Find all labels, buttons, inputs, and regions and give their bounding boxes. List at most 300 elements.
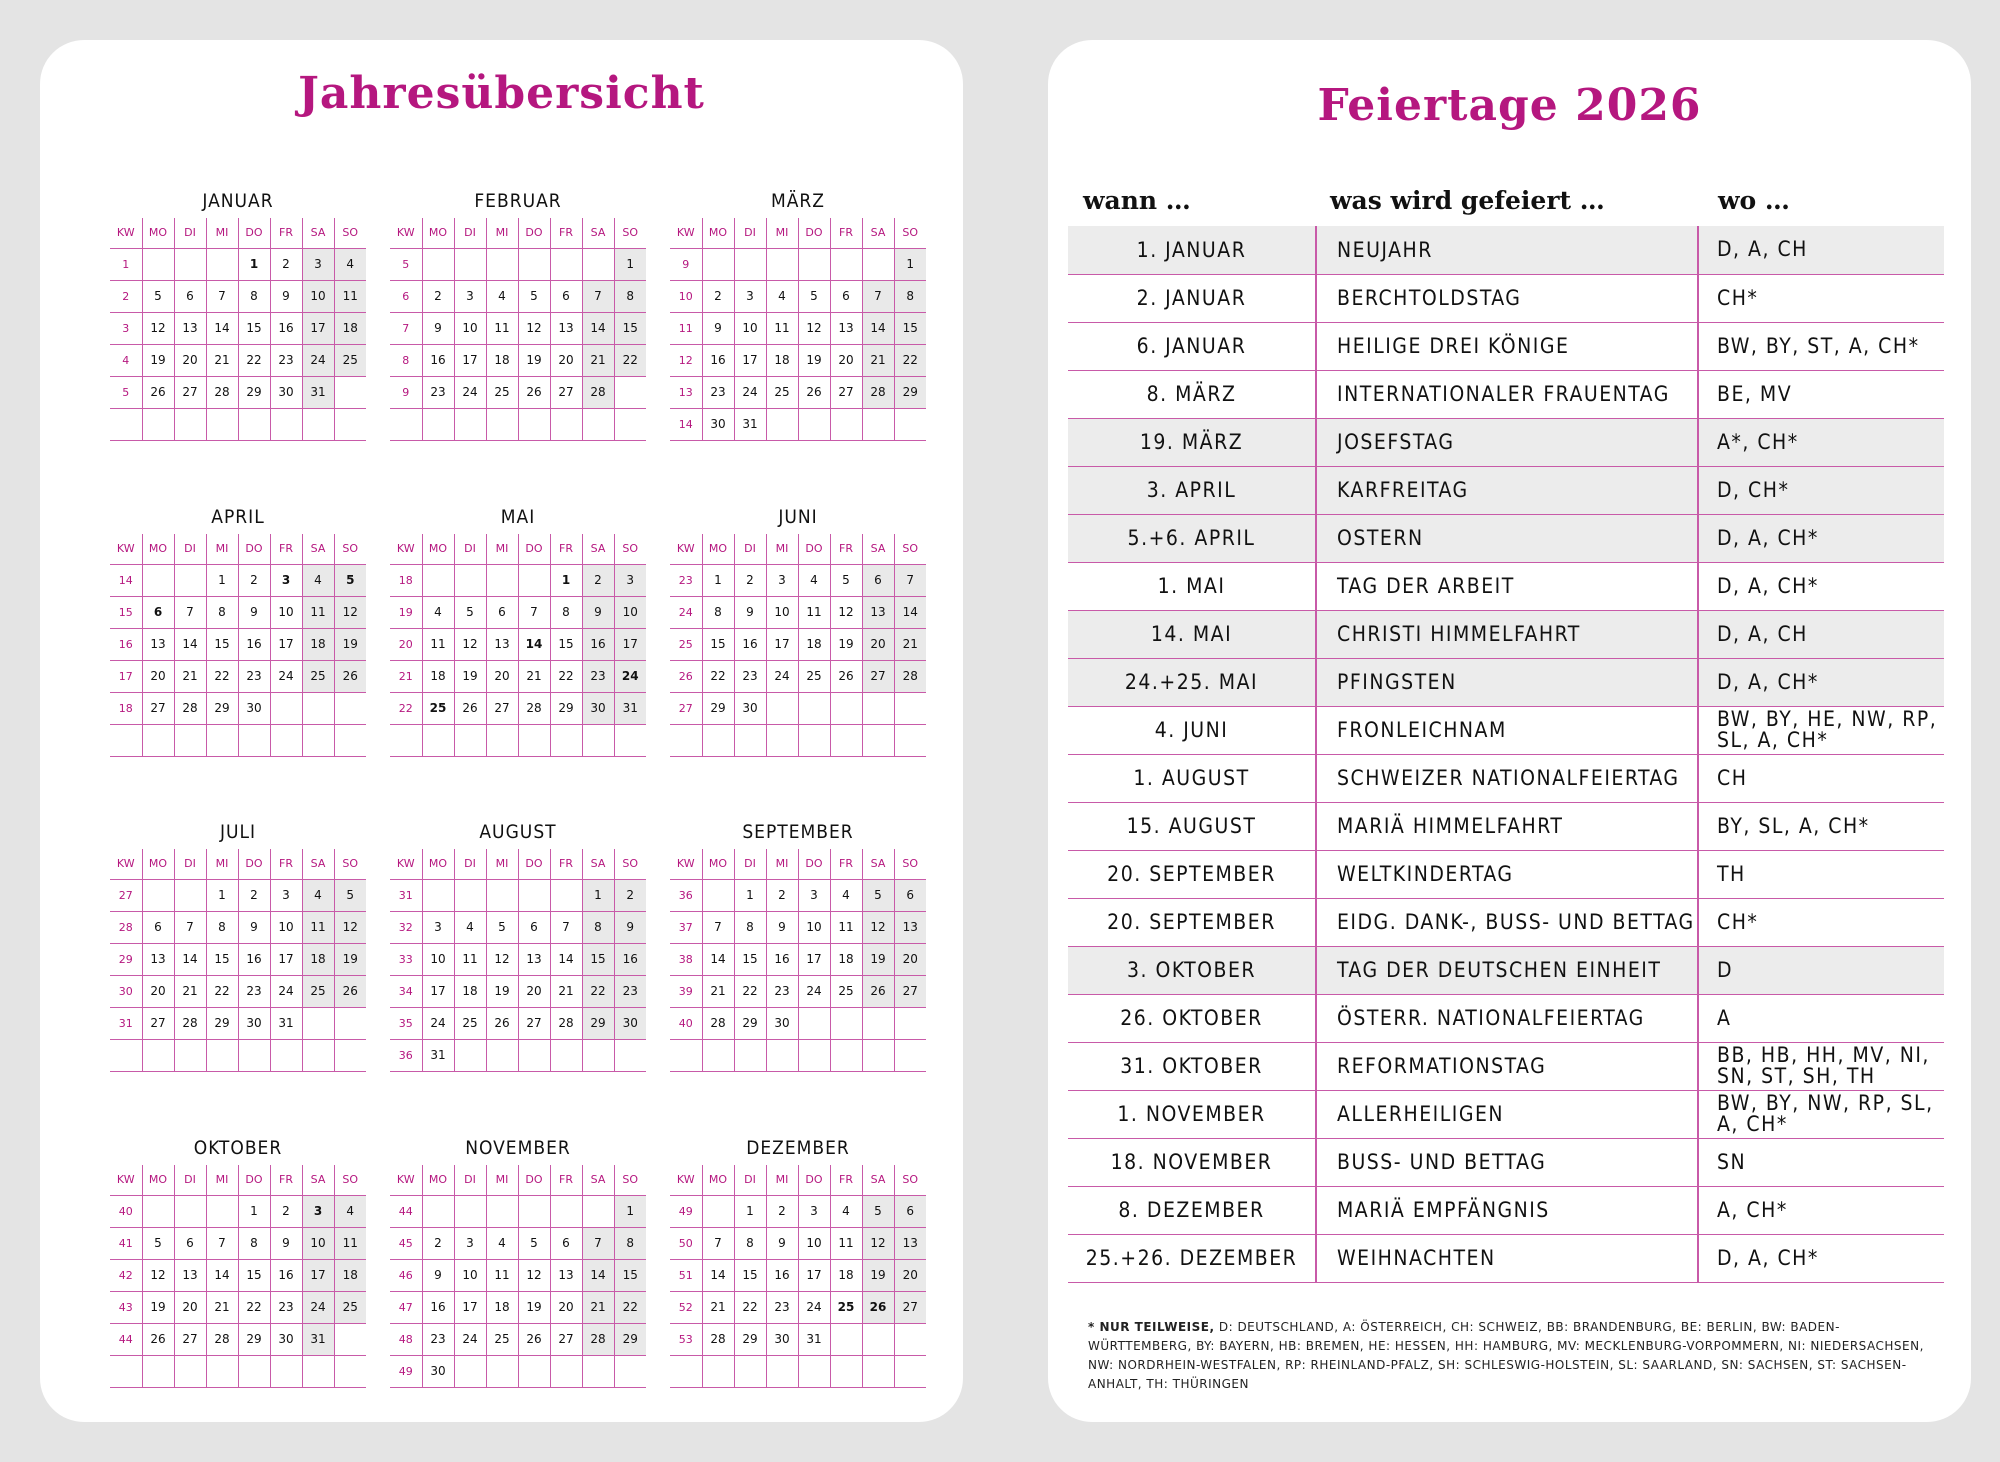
- holiday-row: [1068, 514, 1944, 562]
- day-cell: 15: [614, 312, 646, 344]
- day-cell: [454, 879, 486, 911]
- day-cell: 18: [422, 660, 454, 692]
- holiday-date: 31. OKTOBER: [1068, 1042, 1316, 1090]
- weekday-header: SO: [894, 218, 926, 248]
- week-number: 8: [390, 344, 422, 376]
- day-cell: 7: [174, 596, 206, 628]
- month-name: AUGUST: [479, 821, 557, 843]
- holiday-regions: D, A, CH*: [1698, 562, 1944, 610]
- year-overview-panel: [40, 40, 963, 1422]
- day-cell: 29: [206, 1007, 238, 1039]
- week-row: [670, 312, 926, 344]
- week-number: 43: [110, 1291, 142, 1323]
- day-cell: 13: [550, 1259, 582, 1291]
- weekday-header: SA: [302, 849, 334, 879]
- day-cell: [206, 248, 238, 280]
- week-row: [110, 344, 366, 376]
- weekday-header: SO: [334, 1165, 366, 1195]
- day-cell: 22: [238, 1291, 270, 1323]
- week-number: 40: [670, 1007, 702, 1039]
- week-row: [670, 1259, 926, 1291]
- day-cell: 23: [270, 1291, 302, 1323]
- day-cell: 24: [422, 1007, 454, 1039]
- day-cell: 12: [334, 596, 366, 628]
- week-number: 12: [670, 344, 702, 376]
- day-cell: [334, 724, 366, 756]
- day-cell: [334, 408, 366, 440]
- day-cell: 24: [454, 376, 486, 408]
- day-cell: 3: [766, 564, 798, 596]
- week-row: [390, 660, 646, 692]
- weekday-header: MO: [702, 849, 734, 879]
- day-cell: [302, 1355, 334, 1387]
- weekday-header: MI: [486, 849, 518, 879]
- month-table: [110, 534, 366, 757]
- week-number: 33: [390, 943, 422, 975]
- day-cell: [454, 1039, 486, 1071]
- day-cell: 3: [798, 879, 830, 911]
- day-cell: [206, 1355, 238, 1387]
- day-cell: [142, 564, 174, 596]
- weekday-header: SA: [302, 1165, 334, 1195]
- week-row: [390, 911, 646, 943]
- day-cell: 28: [206, 1323, 238, 1355]
- day-cell: 27: [894, 975, 926, 1007]
- day-cell: 2: [766, 879, 798, 911]
- day-cell: 4: [486, 280, 518, 312]
- holiday-row: [1068, 610, 1944, 658]
- day-cell: 31: [734, 408, 766, 440]
- month-name: JULI: [219, 821, 257, 843]
- day-cell: [550, 879, 582, 911]
- month-table: [110, 218, 366, 441]
- weekday-header: FR: [270, 849, 302, 879]
- day-cell: 29: [238, 1323, 270, 1355]
- day-cell: 4: [334, 1195, 366, 1227]
- weekday-header: SO: [334, 849, 366, 879]
- day-cell: 18: [830, 943, 862, 975]
- month-table: [390, 534, 646, 757]
- month-name: APRIL: [211, 506, 265, 528]
- week-row: [110, 1007, 366, 1039]
- holiday-regions: BB, HB, HH, MV, NI, SN, ST, SH, TH: [1698, 1042, 1944, 1090]
- day-cell: 1: [734, 1195, 766, 1227]
- day-cell: 11: [798, 596, 830, 628]
- weekday-header: DO: [518, 1165, 550, 1195]
- week-row: [670, 564, 926, 596]
- holiday-name: EIDG. DANK-, BUSS- UND BETTAG: [1316, 898, 1698, 946]
- day-cell: 27: [174, 376, 206, 408]
- weekday-header: SO: [614, 218, 646, 248]
- day-cell: 16: [702, 344, 734, 376]
- day-cell: 5: [862, 879, 894, 911]
- holiday-regions: BW, BY, HE, NW, RP, SL, A, CH*: [1698, 706, 1944, 754]
- day-cell: 14: [174, 943, 206, 975]
- day-cell: 13: [142, 943, 174, 975]
- week-row: [390, 1227, 646, 1259]
- holiday-regions: A*, CH*: [1698, 418, 1944, 466]
- weekday-header: MO: [422, 1165, 454, 1195]
- holiday-name: OSTERN: [1316, 514, 1698, 562]
- day-cell: 7: [702, 911, 734, 943]
- day-cell: 20: [174, 1291, 206, 1323]
- holidays-panel: [1048, 40, 1971, 1422]
- holiday-name: FRONLEICHNAM: [1316, 706, 1698, 754]
- week-number: 4: [110, 344, 142, 376]
- day-cell: 13: [518, 943, 550, 975]
- day-cell: 7: [702, 1227, 734, 1259]
- day-cell: [798, 1039, 830, 1071]
- holiday-regions: D, A, CH: [1698, 226, 1944, 274]
- day-cell: [862, 724, 894, 756]
- day-cell: [334, 1323, 366, 1355]
- day-cell: [702, 879, 734, 911]
- day-cell: 12: [830, 596, 862, 628]
- day-cell: 8: [206, 596, 238, 628]
- weekday-header: FR: [550, 849, 582, 879]
- day-cell: 4: [830, 879, 862, 911]
- week-number: [110, 1039, 142, 1071]
- when-header: wann …: [1083, 186, 1191, 215]
- weekday-header: SA: [862, 534, 894, 564]
- weekday-header: DI: [454, 534, 486, 564]
- day-cell: 9: [422, 312, 454, 344]
- day-cell: 25: [454, 1007, 486, 1039]
- day-cell: 19: [454, 660, 486, 692]
- day-cell: 25: [798, 660, 830, 692]
- day-cell: 21: [174, 660, 206, 692]
- day-cell: 9: [422, 1259, 454, 1291]
- day-cell: [238, 1039, 270, 1071]
- week-row: [670, 943, 926, 975]
- holiday-name: WEIHNACHTEN: [1316, 1234, 1698, 1282]
- day-cell: 26: [862, 975, 894, 1007]
- day-cell: 1: [238, 1195, 270, 1227]
- day-cell: 24: [766, 660, 798, 692]
- day-cell: [486, 724, 518, 756]
- holiday-row: [1068, 1186, 1944, 1234]
- day-cell: [798, 1355, 830, 1387]
- day-cell: 13: [174, 1259, 206, 1291]
- weekday-header: KW: [390, 218, 422, 248]
- day-cell: 3: [614, 564, 646, 596]
- day-cell: 20: [894, 943, 926, 975]
- day-cell: 17: [614, 628, 646, 660]
- day-cell: 11: [422, 628, 454, 660]
- day-cell: [798, 724, 830, 756]
- weekday-header: MO: [422, 218, 454, 248]
- week-number: 18: [110, 692, 142, 724]
- day-cell: 13: [862, 596, 894, 628]
- day-cell: 6: [830, 280, 862, 312]
- day-cell: 8: [550, 596, 582, 628]
- day-cell: 17: [766, 628, 798, 660]
- day-cell: 31: [302, 1323, 334, 1355]
- day-cell: 30: [422, 1355, 454, 1387]
- weekday-header: FR: [270, 534, 302, 564]
- weekday-header: SA: [862, 218, 894, 248]
- day-cell: [142, 1355, 174, 1387]
- day-cell: 7: [894, 564, 926, 596]
- day-cell: 12: [518, 1259, 550, 1291]
- day-cell: 13: [550, 312, 582, 344]
- week-row: [670, 1195, 926, 1227]
- day-cell: 30: [270, 376, 302, 408]
- day-cell: 18: [334, 1259, 366, 1291]
- day-cell: [798, 1007, 830, 1039]
- weekday-header: MO: [142, 534, 174, 564]
- day-cell: 21: [518, 660, 550, 692]
- week-row: [670, 879, 926, 911]
- day-cell: 16: [270, 312, 302, 344]
- day-cell: 13: [894, 911, 926, 943]
- week-number: 25: [670, 628, 702, 660]
- day-cell: 3: [454, 1227, 486, 1259]
- month-table: [670, 218, 926, 441]
- weekday-header: SO: [334, 218, 366, 248]
- day-cell: 13: [142, 628, 174, 660]
- day-cell: 8: [702, 596, 734, 628]
- day-cell: [766, 248, 798, 280]
- week-row: [390, 408, 646, 440]
- day-cell: [862, 1323, 894, 1355]
- day-cell: 4: [454, 911, 486, 943]
- day-cell: 30: [766, 1323, 798, 1355]
- week-number: 34: [390, 975, 422, 1007]
- day-cell: 11: [334, 1227, 366, 1259]
- day-cell: [174, 1039, 206, 1071]
- week-row: [110, 692, 366, 724]
- weekday-header: SO: [614, 849, 646, 879]
- day-cell: 1: [206, 879, 238, 911]
- holiday-row: [1068, 418, 1944, 466]
- weekday-header: DO: [518, 849, 550, 879]
- day-cell: 12: [798, 312, 830, 344]
- week-number: 46: [390, 1259, 422, 1291]
- weekday-header: KW: [670, 1165, 702, 1195]
- day-cell: 18: [302, 943, 334, 975]
- day-cell: 14: [550, 943, 582, 975]
- weekday-header: DI: [734, 849, 766, 879]
- weekday-header: MO: [142, 218, 174, 248]
- day-cell: 3: [422, 911, 454, 943]
- week-row: [110, 879, 366, 911]
- week-number: [110, 724, 142, 756]
- day-cell: 20: [142, 660, 174, 692]
- day-cell: [486, 1355, 518, 1387]
- day-cell: 30: [702, 408, 734, 440]
- week-number: 44: [110, 1323, 142, 1355]
- weekday-header: DI: [174, 849, 206, 879]
- day-cell: [894, 692, 926, 724]
- week-row: [670, 660, 926, 692]
- day-cell: 6: [174, 280, 206, 312]
- week-number: 42: [110, 1259, 142, 1291]
- day-cell: 12: [142, 312, 174, 344]
- day-cell: 1: [614, 248, 646, 280]
- day-cell: [734, 1039, 766, 1071]
- day-cell: 11: [486, 312, 518, 344]
- week-number: 51: [670, 1259, 702, 1291]
- week-row: [390, 692, 646, 724]
- holiday-name: ÖSTERR. NATIONALFEIERTAG: [1316, 994, 1698, 1042]
- weekday-header: DO: [798, 1165, 830, 1195]
- day-cell: 17: [302, 1259, 334, 1291]
- day-cell: 6: [894, 1195, 926, 1227]
- day-cell: [206, 408, 238, 440]
- month-name: OKTOBER: [193, 1137, 283, 1159]
- day-cell: [582, 408, 614, 440]
- week-number: 28: [110, 911, 142, 943]
- week-number: 40: [110, 1195, 142, 1227]
- holiday-row: [1068, 466, 1944, 514]
- week-row: [110, 564, 366, 596]
- day-cell: 7: [174, 911, 206, 943]
- holiday-regions: CH*: [1698, 274, 1944, 322]
- day-cell: 1: [702, 564, 734, 596]
- day-cell: 16: [422, 1291, 454, 1323]
- day-cell: 27: [830, 376, 862, 408]
- week-number: 35: [390, 1007, 422, 1039]
- day-cell: 2: [734, 564, 766, 596]
- month-name: SEPTEMBER: [742, 821, 854, 843]
- day-cell: [302, 1007, 334, 1039]
- day-cell: 12: [454, 628, 486, 660]
- day-cell: [454, 1195, 486, 1227]
- day-cell: 16: [766, 1259, 798, 1291]
- day-cell: 10: [766, 596, 798, 628]
- day-cell: 23: [270, 344, 302, 376]
- day-cell: 2: [238, 879, 270, 911]
- day-cell: 29: [238, 376, 270, 408]
- weekday-header: MO: [422, 534, 454, 564]
- day-cell: 21: [702, 1291, 734, 1323]
- week-number: 3: [110, 312, 142, 344]
- day-cell: [862, 692, 894, 724]
- day-cell: 16: [734, 628, 766, 660]
- day-cell: 17: [454, 1291, 486, 1323]
- day-cell: 28: [702, 1323, 734, 1355]
- day-cell: 23: [766, 1291, 798, 1323]
- week-number: 22: [390, 692, 422, 724]
- day-cell: [454, 1355, 486, 1387]
- day-cell: 2: [422, 280, 454, 312]
- holiday-date: 1. MAI: [1068, 562, 1316, 610]
- week-number: 7: [390, 312, 422, 344]
- week-row: [110, 1291, 366, 1323]
- week-row: [390, 1323, 646, 1355]
- day-cell: [702, 724, 734, 756]
- day-cell: [734, 248, 766, 280]
- day-cell: 15: [734, 943, 766, 975]
- day-cell: 21: [206, 344, 238, 376]
- day-cell: 15: [550, 628, 582, 660]
- day-cell: 29: [734, 1007, 766, 1039]
- day-cell: 29: [614, 1323, 646, 1355]
- week-row: [110, 628, 366, 660]
- week-row: [390, 1291, 646, 1323]
- week-number: 6: [390, 280, 422, 312]
- holiday-date: 8. MÄRZ: [1068, 370, 1316, 418]
- weekday-header: DI: [454, 1165, 486, 1195]
- day-cell: [486, 879, 518, 911]
- month-table: [110, 849, 366, 1072]
- weekday-header: MI: [486, 218, 518, 248]
- day-cell: [486, 408, 518, 440]
- holiday-date: 19. MÄRZ: [1068, 418, 1316, 466]
- day-cell: [894, 1039, 926, 1071]
- week-row: [390, 724, 646, 756]
- day-cell: 23: [766, 975, 798, 1007]
- day-cell: [830, 1039, 862, 1071]
- holiday-date: 25.+26. DEZEMBER: [1068, 1234, 1316, 1282]
- day-cell: 9: [582, 596, 614, 628]
- day-cell: 29: [894, 376, 926, 408]
- week-row: [110, 376, 366, 408]
- week-number: 38: [670, 943, 702, 975]
- holiday-regions: D, A, CH: [1698, 610, 1944, 658]
- month-name: MAI: [500, 506, 536, 528]
- holiday-name: BERCHTOLDSTAG: [1316, 274, 1698, 322]
- week-number: 47: [390, 1291, 422, 1323]
- weekday-header: FR: [550, 218, 582, 248]
- day-cell: [550, 1355, 582, 1387]
- day-cell: 7: [518, 596, 550, 628]
- week-number: 19: [390, 596, 422, 628]
- day-cell: 15: [734, 1259, 766, 1291]
- day-cell: 21: [174, 975, 206, 1007]
- day-cell: [550, 408, 582, 440]
- day-cell: 24: [734, 376, 766, 408]
- holiday-name: CHRISTI HIMMELFAHRT: [1316, 610, 1698, 658]
- day-cell: [422, 879, 454, 911]
- day-cell: 18: [486, 1291, 518, 1323]
- holiday-name: BUSS- UND BETTAG: [1316, 1138, 1698, 1186]
- week-row: [110, 724, 366, 756]
- week-row: [670, 280, 926, 312]
- holiday-regions: CH: [1698, 754, 1944, 802]
- day-cell: 31: [270, 1007, 302, 1039]
- day-cell: 28: [582, 376, 614, 408]
- day-cell: 9: [702, 312, 734, 344]
- day-cell: 29: [582, 1007, 614, 1039]
- day-cell: 10: [454, 312, 486, 344]
- day-cell: [830, 724, 862, 756]
- day-cell: 22: [614, 344, 646, 376]
- week-number: 36: [670, 879, 702, 911]
- day-cell: [206, 1039, 238, 1071]
- week-row: [670, 1323, 926, 1355]
- day-cell: 1: [894, 248, 926, 280]
- day-cell: 10: [734, 312, 766, 344]
- weekday-header: SO: [614, 534, 646, 564]
- day-cell: 25: [830, 1291, 862, 1323]
- day-cell: [486, 248, 518, 280]
- holiday-name: WELTKINDERTAG: [1316, 850, 1698, 898]
- weekday-header: MI: [206, 218, 238, 248]
- day-cell: 4: [830, 1195, 862, 1227]
- weekday-header: FR: [270, 218, 302, 248]
- day-cell: [614, 1039, 646, 1071]
- day-cell: 20: [550, 344, 582, 376]
- day-cell: [334, 1039, 366, 1071]
- day-cell: 2: [238, 564, 270, 596]
- day-cell: [142, 1195, 174, 1227]
- weekday-header: DO: [518, 534, 550, 564]
- day-cell: 10: [614, 596, 646, 628]
- day-cell: 27: [518, 1007, 550, 1039]
- week-number: 48: [390, 1323, 422, 1355]
